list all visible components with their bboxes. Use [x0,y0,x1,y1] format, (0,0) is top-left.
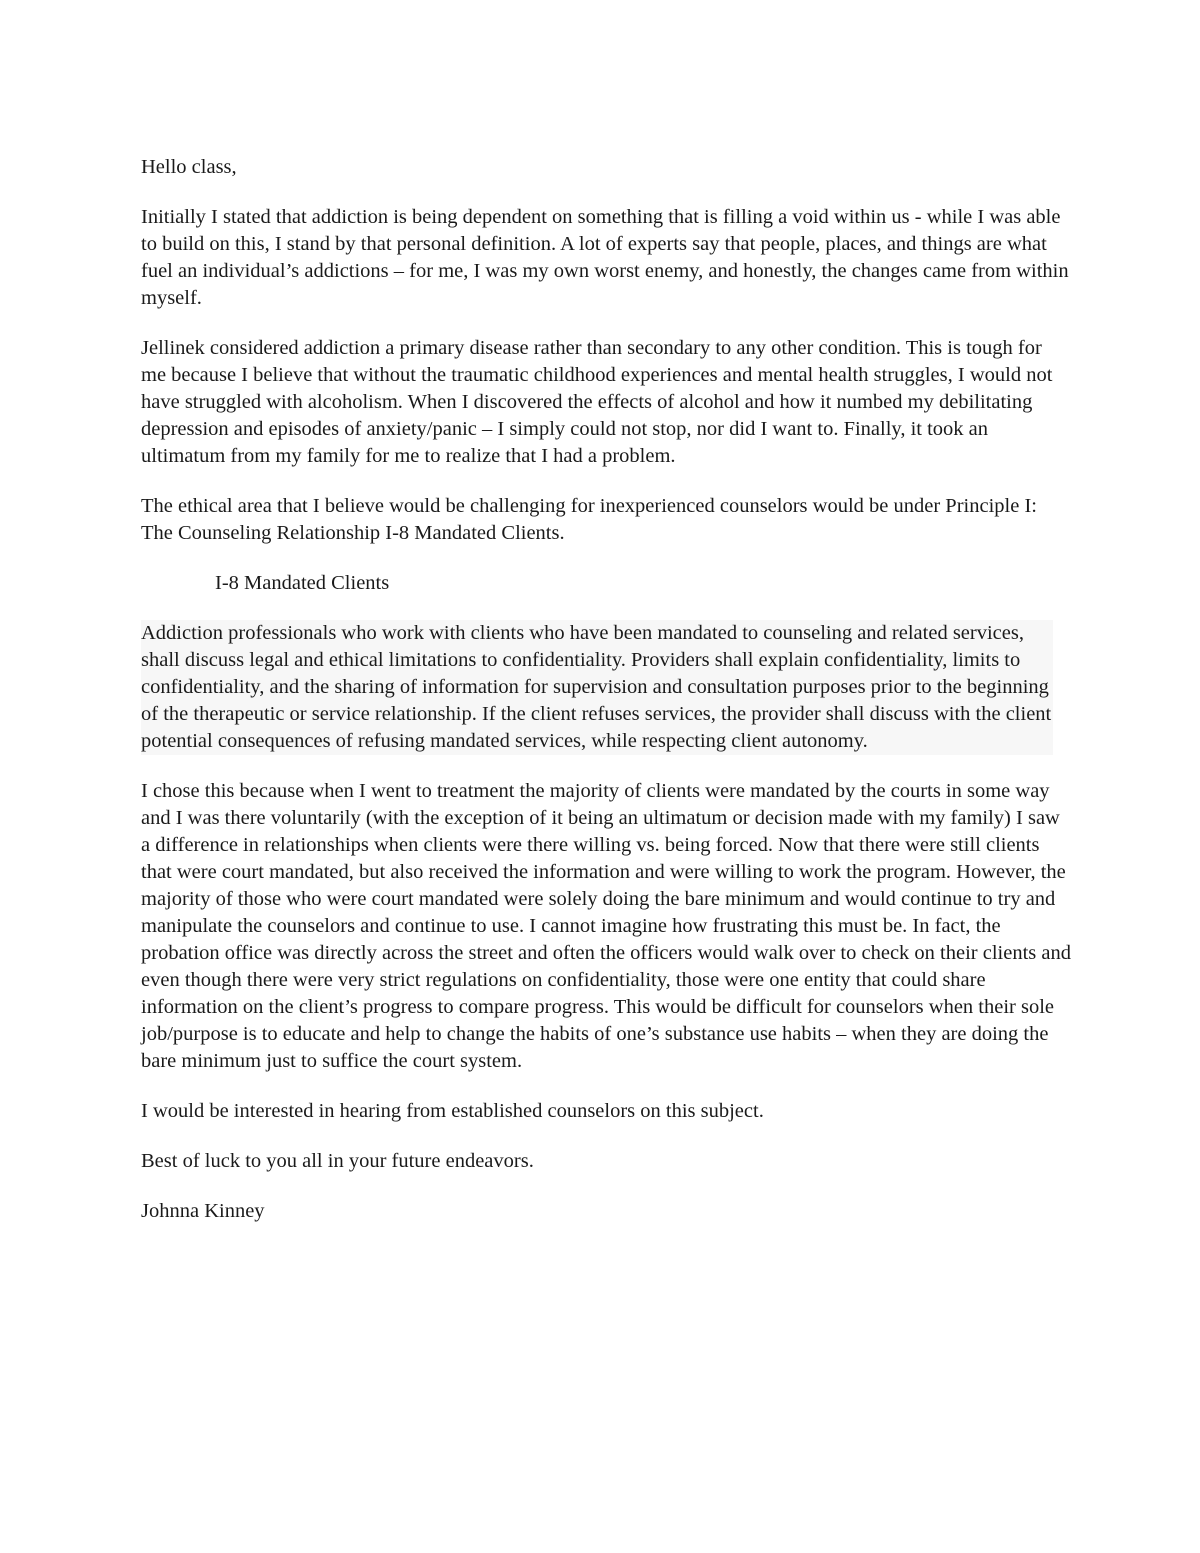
paragraph-jellinek: Jellinek considered addiction a primary disease rather than secondary to any other condition. This is tough for me because I believe that without the traumatic childhood experiences and mental health struggles, I would not have struggled with alcoholism. When I discovered the effects of alcohol and how it numbed my debilitating depression and episodes of anxiety/panic – I simply could not stop, nor did I want to. Finally, it took an ultimatum from my family for me to realize that I had a problem. [141,337,1053,467]
paragraph-interest: I would be interested in hearing from established counselors on this subject. [141,1100,764,1122]
paragraph-ethical-area: The ethical area that I believe would be challenging for inexperienced counselors would be under Principle I: The Counseling Relationship I-8 Mandated Clients. [141,495,1037,544]
paragraph-experience: I chose this because when I went to treatment the majority of clients were mandated by the courts in some way and I was there voluntarily (with the exception of it being an ultimatum or decision made with my family) I saw a difference in relationships when clients were there willing vs. being forced. Now that there were still clients that were court mandated, but also received the information and were willing to work the program. However, the majority of those who were court mandated were solely doing the bare minimum and would continue to try and manipulate the counselors and continue to use. I cannot imagine how frustrating this must be. In fact, the probation office was directly across the street and often the officers would walk over to check on their clients and even though there were very strict regulations on confidentiality, those were one entity that could share information on the client’s progress to compare progress. This would be difficult for counselors when their sole job/purpose is to educate and help to change the habits of one’s substance use habits – when they are doing the bare minimum just to suffice the court system. [141,780,1071,1072]
paragraph-definition: Initially I stated that addiction is being dependent on something that is filling a void within us - while I was able to build on this, I stand by that personal definition. A lot of experts say that people, places, and things are what fuel an individual’s addictions – for me, I was my own worst enemy, and honestly, the changes came from within myself. [141,206,1069,309]
signature: Johnna Kinney [141,1200,265,1222]
quoted-principle: Addiction professionals who work with clients who have been mandated to counseling and related services, shall discuss legal and ethical limitations to confidentiality. Providers shall explain confidentiality, limits to confidentiality, and the sharing of information for supervision and consultation purposes prior to the beginning of the therapeutic or service relationship. If the client refuses services, the provider shall discuss with the client potential consequences of refusing mandated services, while respecting client autonomy. [141,620,1053,755]
document-body [141,154,1071,1248]
section-heading: I-8 Mandated Clients [215,572,390,594]
closing-line: Best of luck to you all in your future endeavors. [141,1150,534,1172]
greeting: Hello class, [141,156,237,178]
